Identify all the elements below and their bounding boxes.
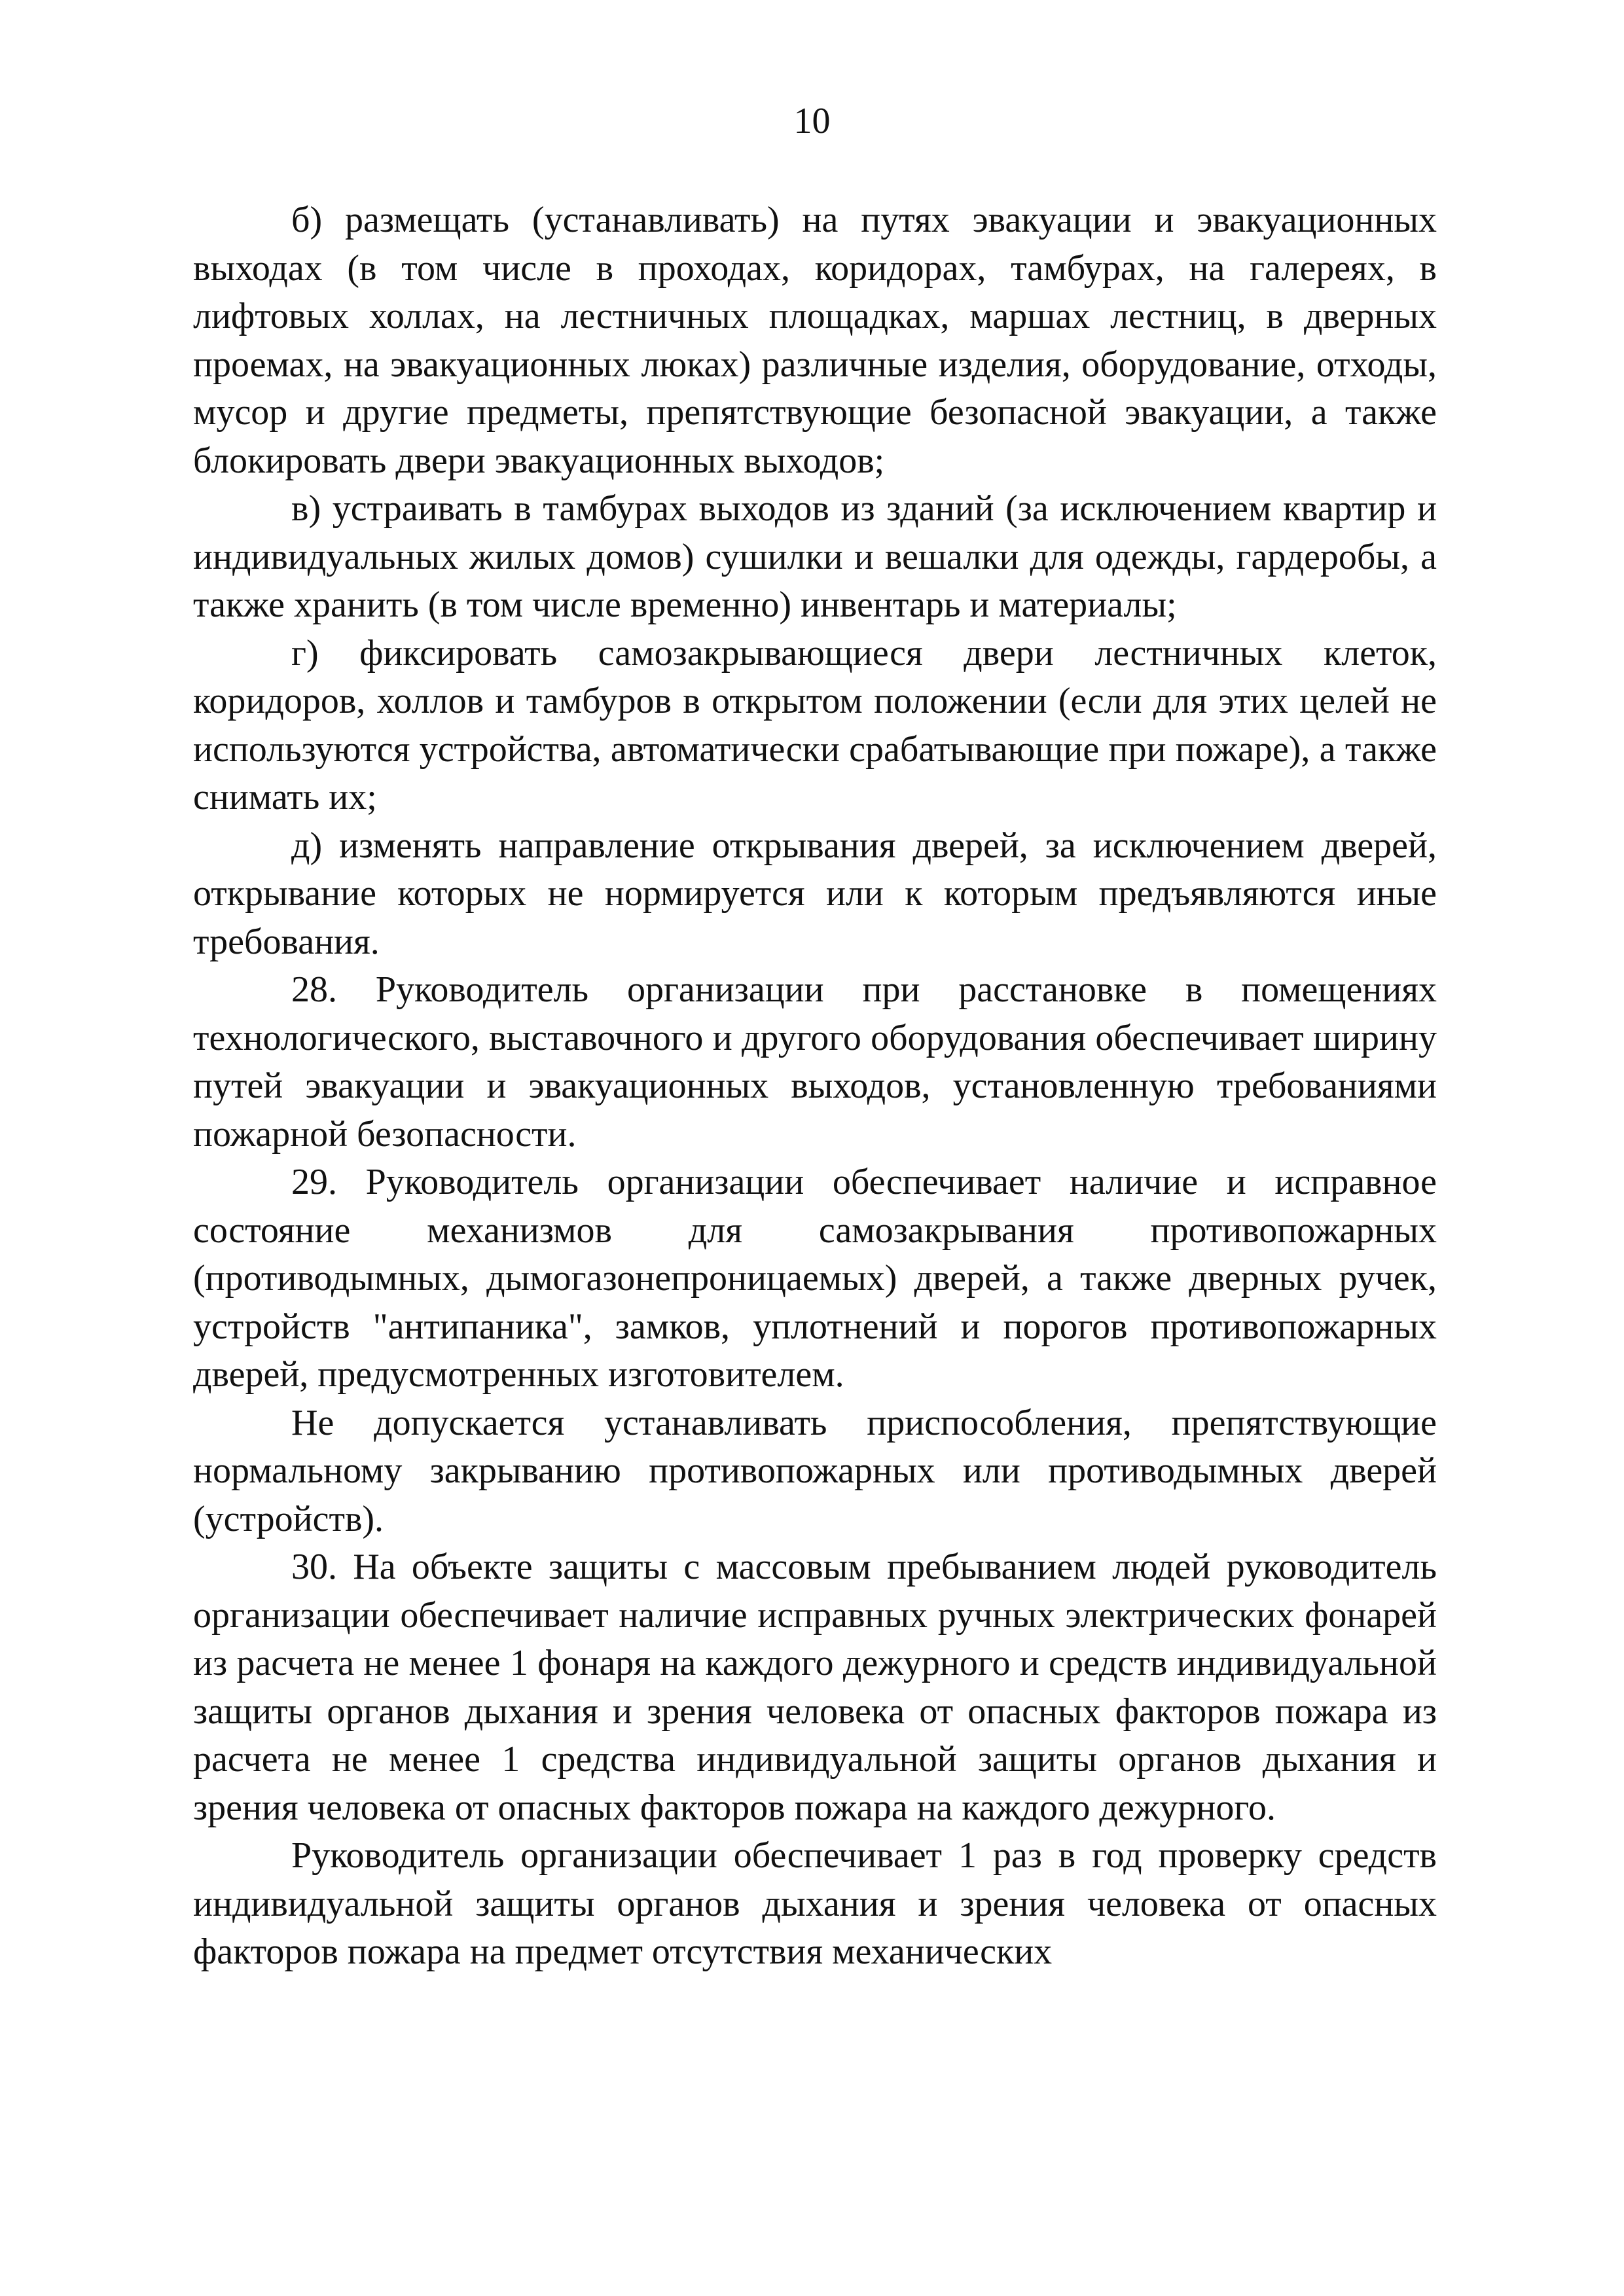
paragraph-29: 29. Руководитель организации обеспечивает наличие и исправное состояние механизмов для самозакрывания противопожарных (противодымных, дымогазонепроницаемых) дверей, а также дверных ручек, устройств "антипаника", замков, уплотнений и порогов противопожарных дверей, предусмотренных изготовителем.	[193, 1162, 1437, 1395]
paragraph-g: г) фиксировать самозакрывающиеся двери лестничных клеток, коридоров, холлов и тамбуров в открытом положении (если для этих целей не используются устройства, автоматически срабатывающие при пожаре), а также снимать их;	[193, 632, 1437, 817]
paragraph-29-note: Не допускается устанавливать приспособления, препятствующие нормальному закрыванию противопожарных или противодымных дверей (устройств).	[193, 1402, 1437, 1539]
paragraph-b: б) размещать (устанавливать) на путях эвакуации и эвакуационных выходах (в том числе в проходах, коридорах, тамбурах, на галереях, в лифтовых холлах, на лестничных площадках, маршах лестниц, в дверных проемах, на эвакуационных люках) различные изделия, оборудование, отходы, мусор и другие предметы, препятствующие безопасной эвакуации, а также блокировать двери эвакуационных выходов;	[193, 200, 1437, 481]
paragraph-30-check: Руководитель организации обеспечивает 1 раз в год проверку средств индивидуальной защиты органов дыхания и зрения человека от опасных факторов пожара на предмет отсутствия механических	[193, 1835, 1437, 1972]
paragraph-28: 28. Руководитель организации при расстановке в помещениях технологического, выставочного и другого оборудования обеспечивает ширину путей эвакуации и эвакуационных выходов, установленную требованиями пожарной безопасности.	[193, 969, 1437, 1155]
page-number: 10	[793, 101, 831, 141]
document-body	[193, 196, 1437, 1977]
paragraph-v: в) устраивать в тамбурах выходов из зданий (за исключением квартир и индивидуальных жилых домов) сушилки и вешалки для одежды, гардеробы, а также хранить (в том числе временно) инвентарь и материалы;	[193, 488, 1437, 625]
paragraph-30: 30. На объекте защиты с массовым пребыванием людей руководитель организации обеспечивает наличие исправных ручных электрических фонарей из расчета не менее 1 фонаря на каждого дежурного и средств индивидуальной защиты органов дыхания и зрения человека от опасных факторов пожара из расчета не менее 1 средства индивидуальной защиты органов дыхания и зрения человека от опасных факторов пожара на каждого дежурного.	[193, 1547, 1437, 1828]
paragraph-d: д) изменять направление открывания дверей, за исключением дверей, открывание которых не нормируется или к которым предъявляются иные требования.	[193, 825, 1437, 962]
